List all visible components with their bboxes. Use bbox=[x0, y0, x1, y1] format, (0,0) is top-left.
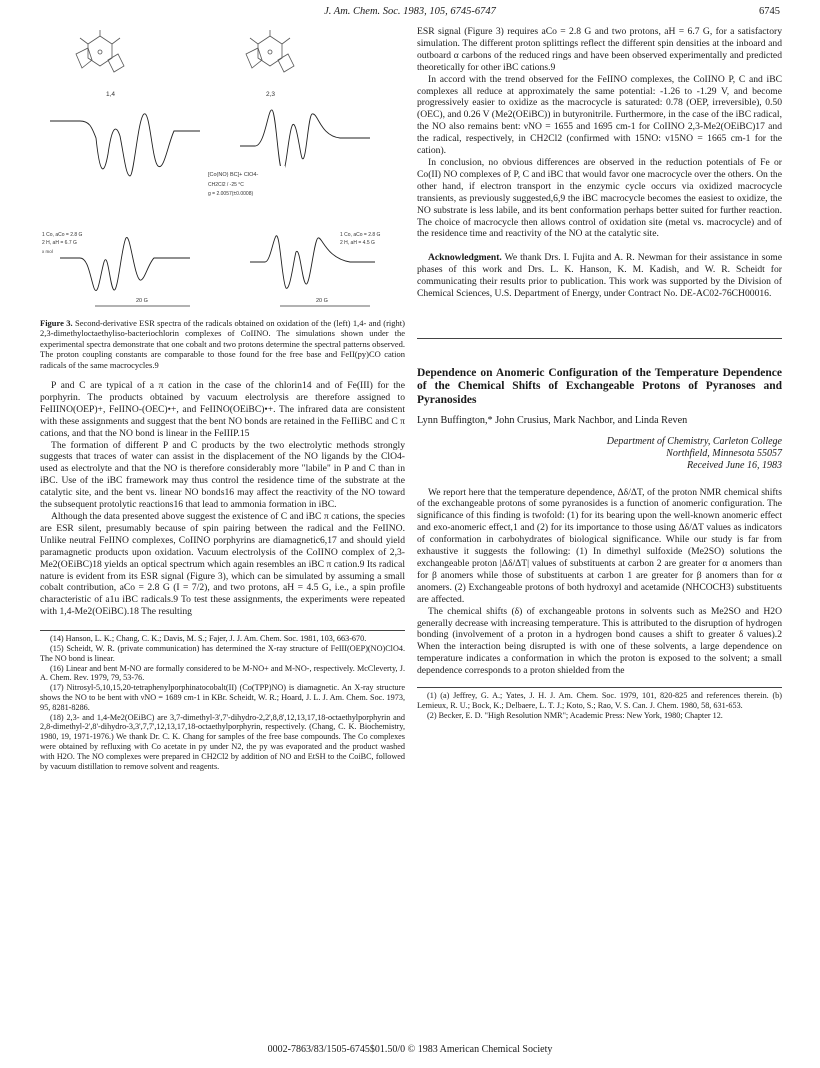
article-title: Dependence on Anomeric Configuration of the Temperature Dependence of the Chemical Shifts of Exchangeable Protons of Pyranoses and Pyranosides bbox=[417, 338, 782, 408]
sim-tag: x mol bbox=[42, 249, 53, 254]
footnote: (18) 2,3- and 1,4-Me2(OEiBC) are 3,7-dimethyl-3',7'-dihydro-2,2',8,8',12,13,17,18-octaethylporphyrin and 2,8-dimethyl-2',8'-dihydro-3,3',7,7',12,13,17,18-octaethylporphyrin, respectively. (Chang, C. K. Biochemistry, 1980, 19, 1971-1976.) We thank Dr. C. K. Chang for samples of the free base compounds. The Co complexes were obtained by refluxing with Co acetate in py under N2, the py was evaporated and the product washed with H2O. The NO complexes were prepared in CH2Cl2 by addition of NO and EtSH to the CoiBC, followed by vacuum distillation to remove solvent and reagents. bbox=[40, 712, 405, 771]
esr-figure bbox=[40, 26, 405, 312]
inset-conditions: CH2Cl2 / -25 °C bbox=[208, 182, 244, 188]
right-paragraph: In accord with the trend observed for the FeIINO complexes, the CoIINO P, C and iBC complexes all reduce at approximately the same potential: -1.26 to -1.29 V, and become progressively easier to oxidize as the macrocycle is saturated: 0.78 (OEP, irreversible), 0.50 (OEC), and 0.26 V (Me2(OEiBC)) in butyronitrile. Furthermore, in the case of the iBC radical, the NO also remains bent: νNO = 1655 and 1695 cm-1 for CoIINO 2,3-Me2(OEiBC)17 and the radical, respectively, in CH2Cl2 (confirmed with 15NO: ν15NO = 1665 cm-1 for the cation). bbox=[417, 73, 782, 157]
article-authors: Lynn Buffington,* John Crusius, Mark Nachbor, and Linda Reven bbox=[417, 415, 688, 427]
footnote: (17) Nitrosyl-5,10,15,20-tetraphenylporphinatocobalt(II) (Co(TPP)NO) is diamagnetic. An X-ray structure shows the NO to be bent with νNO = 1689 cm-1 in KBr. Scheidt, W. R.; Hoard, J. L. J. Am. Chem. Soc. 1973, 95, 8281-8286. bbox=[40, 683, 405, 712]
footnote: (1) (a) Jeffrey, G. A.; Yates, J. H. J. Am. Chem. Soc. 1979, 101, 820-825 and references therein. (b) Lemieux, R. U.; Bock, K.; Delbaere, L. T. J.; Koto, S.; Rao, V. S. Can. J. Chem. 1980, 58, 631-653. bbox=[417, 691, 782, 710]
left-paragraph: The formation of different P and C products by the two electrolytic methods strongly suggests that traces of water can assist in the displacement of the NO ligands by the ClO4- used as electrolyte and that the NO is therefore considerably more "labile" in P and C than in iBC. Use of the iBC framework may thus control the residence time of the substrate at the catalytic site, and the bent vs. linear NO bonds16 may affect the reactivity of the NO toward the subsequent protolytic reactions16 that lead to ammonia formation in iBC. bbox=[40, 439, 405, 511]
affiliation-dept: Department of Chemistry, Carleton College bbox=[606, 435, 782, 447]
ack-text: We thank Drs. I. Fujita and A. R. Newman for their assistance in some phases of this work and Drs. L. K. Hanson, K. M. Kadish, and W. R. Scheidt for communicating their results prior to publication. This work was supported by the Division of Chemical Sciences, U.S. Department of Energy, under Contract No. DE-AC02-76CH00016. bbox=[417, 252, 782, 300]
label-right: 2,3 bbox=[266, 91, 276, 98]
esr-spectra-plot bbox=[40, 26, 405, 312]
molecule-left-icon bbox=[76, 30, 124, 72]
figure-caption bbox=[40, 318, 405, 370]
journal-citation: J. Am. Chem. Soc. 1983, 105, 6745-6747 bbox=[324, 6, 496, 17]
running-header bbox=[0, 6, 820, 24]
spectrum-right-experimental bbox=[240, 110, 370, 172]
label-left: 1,4 bbox=[106, 91, 116, 98]
acknowledgment bbox=[417, 252, 782, 300]
left-column bbox=[40, 26, 405, 771]
affiliation bbox=[417, 436, 782, 473]
article-paragraph: The chemical shifts (δ) of exchangeable protons in solvents such as Me2SO and H2O generally decrease with increasing temperature. This is attributed to the disruption of hydrogen bonding (involvement of a proton in a hydrogen bond causes a shift to greater δ values).2 When the interaction being disrupted is with one of these solvents, a large dependence on temperature indicates a conformation in which the proton is exposed to the solvent; a small dependence corresponds to a proton shielded from the bbox=[417, 605, 782, 677]
sim-right-h: 2 H, aH = 4.5 G bbox=[340, 240, 375, 246]
spectrum-left-experimental bbox=[50, 114, 200, 176]
page-number: 6745 bbox=[759, 6, 780, 17]
scale-right-label: 20 G bbox=[316, 298, 328, 304]
received-date: Received June 16, 1983 bbox=[687, 460, 782, 472]
page-footer: 0002-7863/83/1505-6745$01.50/0 © 1983 American Chemical Society bbox=[267, 1044, 553, 1055]
caption-label: Figure 3. bbox=[40, 318, 73, 328]
molecule-right-icon bbox=[246, 30, 294, 72]
footnotes-right bbox=[417, 687, 782, 720]
right-paragraph: In conclusion, no obvious differences are observed in the reduction potentials of Fe or Co(II) NO complexes of P, C and iBC that would favor one macrocycle over the others. On the other hand, if electron transport in the enzymic cycle occurs via oxidized macrocycle transients, as previously suggested,6,9 the iBC macrocycle becomes the easiest to oxidize, the NO substrate is less labile, and its bent conformation perhaps better suited for further reaction. The choice of macrocycle then allows control of oxidation site (metal vs. macrocycle) and of the residence time and reactivity of the NO at the catalytic site. bbox=[417, 156, 782, 240]
footnotes-left bbox=[40, 630, 405, 771]
left-paragraph: Although the data presented above suggest the existence of C and iBC π cations, the species are ESR silent, presumably because of spin pairing between the radical and the FeIINO. Unlike neutral FeIINO complexes, CoIINO porphyrins are diamagnetic6,17 and should yield paramagnetic products upon oxidation. Vacuum electrolysis of the CoIINO complex of 2,3-Me2(OEiBC)18 yields an optical spectrum which again resembles an iBC π cation.9 Its radical nature is evident from its ESR signal (Figure 3), which can be simulated by assuming a small cobalt contribution, aCo = 2.8 G (I = 7/2), and two protons, aH = 4.5 G, i.e., a spin profile characteristic of a1u iBC radicals.9 To test these assignments, the experiments were repeated with 1,4-Me2(OEiBC).18 The resulting bbox=[40, 511, 405, 618]
ack-heading: Acknowledgment. bbox=[428, 252, 502, 264]
footnote: (16) Linear and bent M-NO are formally considered to be M-NO+ and M-NO-, respectively. McCleverty, J. A. Chem. Rev. 1979, 79, 53-76. bbox=[40, 663, 405, 683]
left-paragraph: P and C are typical of a π cation in the case of the chlorin14 and of Fe(III) for the porphyrin. The products obtained by vacuum electrolysis are therefore assigned to FeIIINO(OEP)+, FeIINO-(OEC)•+, and FeIINO(OEiBC)•+. The infrared data are consistent with these assignments and suggest that the bent NO bonds are retained in the FeIIiBC and C π cations, and that the NO bond is linear in the FeIIIP.15 bbox=[40, 380, 405, 439]
inset-species: [Co(NO) BC]+ ClO4- bbox=[208, 172, 259, 178]
sim-left-co: 1 Co, aCo = 2.8 G bbox=[42, 232, 83, 238]
affiliation-city: Northfield, Minnesota 55057 bbox=[666, 448, 782, 460]
spectrum-left-simulated bbox=[60, 237, 190, 290]
sim-left-h: 2 H, aH = 6.7 G bbox=[42, 240, 77, 246]
article-body bbox=[417, 487, 782, 678]
caption-text: Second-derivative ESR spectra of the radicals obtained on oxidation of the (left) 1,4- and (right) 2,3-dimethyloctaethyliso-bacteriochlorin complexes of CoIINO. The simulations shown under the experimental spectra demonstrate that one cobalt and two protons determine the spectral patterns observed. The proton coupling constants are comparable to those found for the free base and FeII(py)CO cation radicals of the same macrocycles.9 bbox=[40, 318, 405, 370]
footnote: (14) Hanson, L. K.; Chang, C. K.; Davis, M. S.; Fajer, J. J. Am. Chem. Soc. 1981, 103, 663-670. bbox=[50, 634, 367, 644]
scale-left-label: 20 G bbox=[136, 298, 148, 304]
inset-gvalue: g = 2.0057(±0.0008) bbox=[208, 191, 254, 197]
sim-right-co: 1 Co, aCo = 2.8 G bbox=[340, 232, 381, 238]
footnote: (15) Scheidt, W. R. (private communication) has determined the X-ray structure of FeIII(OEP)(NO)ClO4. The NO bond is linear. bbox=[40, 643, 405, 663]
right-column bbox=[417, 26, 782, 720]
footnote: (2) Becker, E. D. "High Resolution NMR"; Academic Press: New York, 1980; Chapter 12. bbox=[427, 710, 723, 720]
article-paragraph: We report here that the temperature dependence, Δδ/ΔT, of the proton NMR chemical shifts of the exchangeable protons of some pyranosides is a function of anomeric configuration. The significance of this finding is twofold: (1) for its bearing upon the well-known anomeric effect and exo-anomeric effect,1 and (2) for its importance to those using Δδ/ΔT values as indicators of conformation in carbohydrates of biological significance. While our study is far from exhaustive it suggests the following: (1) In dimethyl sulfoxide (Me2SO) solutions the exchangeable proton |Δδ/ΔT| values of substituents at carbon 2 are greater for α anomers than for β anomers while those of substituents at carbon 1 are greater for β anomers than for α anomers. (2) Exchangeable protons of both hydroxyl and acetamide (NHCOCH3) substituents are affected. bbox=[417, 486, 782, 605]
right-paragraph: ESR signal (Figure 3) requires aCo = 2.8 G and two protons, aH = 6.7 G, for a satisfactory simulation. The different proton splittings reflect the different spin densities at the inboard and outboard α carbons of the reduced rings and have been observed experimentally and predicted theoretically for other iBC cations.9 bbox=[417, 26, 782, 73]
